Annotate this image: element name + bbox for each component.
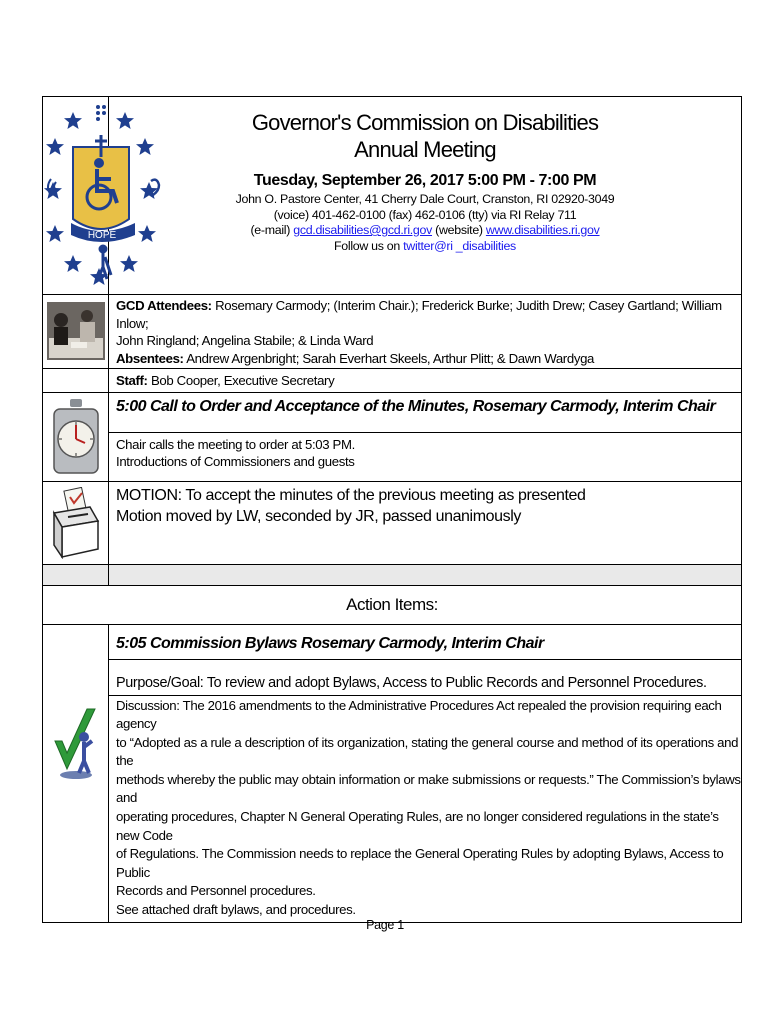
- ballot-box-icon: [50, 487, 102, 559]
- absentees-label: Absentees:: [116, 350, 184, 366]
- action-items-cell: [43, 585, 742, 624]
- staff-line: [109, 369, 741, 392]
- call-to-order-heading-row: [43, 392, 742, 432]
- call-to-order-heading-cell: [109, 392, 742, 432]
- email-link[interactable]: gcd.disabilities@gcd.ri.gov: [293, 223, 433, 237]
- stopwatch-icon: [49, 397, 103, 477]
- action-items-title: Action Items:: [346, 594, 438, 614]
- meeting-date: Tuesday, September 26, 2017 5:00 PM - 7:00 PM: [253, 172, 597, 189]
- agenda-table: [42, 96, 742, 923]
- motion-line-2: Motion moved by LW, seconded by JR, passed unanimously: [116, 507, 521, 525]
- contact-line: [109, 223, 741, 239]
- attendees-icon-cell: [43, 295, 109, 369]
- website-prefix: (website): [435, 223, 483, 237]
- braille-dots-icon: [96, 105, 106, 121]
- attendees-label: GCD Attendees:: [116, 298, 212, 313]
- call-to-order-line-1: Chair calls the meeting to order at 5:03 PM.: [116, 436, 355, 452]
- meeting-header: [109, 97, 742, 295]
- motion-line-1: MOTION: To accept the minutes of the previous meeting as presented: [116, 486, 586, 504]
- hope-text: HOPE: [87, 230, 117, 241]
- staff-icon-cell: [43, 369, 109, 393]
- purpose-cell: [109, 659, 742, 695]
- checkmark-person-icon: [51, 701, 101, 781]
- discussion-block: [109, 696, 741, 922]
- motion-cell: [109, 481, 742, 564]
- staff-name: Bob Cooper, Executive Secretary: [150, 373, 335, 388]
- follow-line: [109, 239, 741, 255]
- discussion-line: Discussion: The 2016 amendments to the Administrative Procedures Act repealed the provision requiring each agency: [116, 697, 722, 732]
- attendees-row: [43, 295, 742, 369]
- attendees-block: [109, 295, 741, 368]
- header-row: [43, 97, 742, 295]
- discussion-line: of Regulations. The Commission needs to replace the General Operating Rules by adopting Bylaws, Access to Public: [116, 846, 724, 880]
- address: John O. Pastore Center, 41 Cherry Dale Court, Cranston, RI 02920-3049: [235, 192, 615, 206]
- motion-block: [109, 482, 741, 531]
- call-to-order-body-cell: [109, 432, 742, 481]
- meeting-title: Governor's Commission on Disabilities: [251, 110, 599, 135]
- logo-cell: [43, 97, 117, 295]
- staff-cell: [109, 369, 742, 393]
- bylaws-heading-row: [43, 624, 742, 659]
- phone-numbers: (voice) 401-462-0100 (fax) 462-0106 (tty) via RI Relay 711: [273, 207, 577, 222]
- discussion-line: operating procedures, Chapter N General Operating Rules, are no longer considered regulations in the state’s new Code: [116, 809, 719, 843]
- call-to-order-heading: 5:00 Call to Order and Acceptance of the Minutes, Rosemary Carmody, Interim Chair: [116, 397, 716, 415]
- email-prefix: (e-mail): [250, 223, 291, 237]
- bylaws-heading: 5:05 Commission Bylaws Rosemary Carmody, Interim Chair: [116, 634, 544, 652]
- follow-prefix: Follow us on: [334, 238, 400, 253]
- absentees-names: Andrew Argenbright; Sarah Everhart Skeels, Arthur Plitt; & Dawn Wardyga: [186, 350, 595, 366]
- attendees-names-1: Rosemary Carmody; (Interim Chair.); Frederick Burke; Judith Drew; Casey Gartland; William Inlow;: [116, 298, 722, 331]
- attendees-names-2: John Ringland; Angelina Stabile; & Linda Ward: [116, 333, 374, 348]
- staff-label: Staff:: [116, 373, 148, 388]
- call-to-order-line-2: Introductions of Commissioners and guests: [116, 454, 355, 469]
- discussion-cell: [109, 695, 742, 922]
- clock-icon-cell: [43, 392, 109, 481]
- attendees-line-1: [116, 297, 741, 332]
- staff-row: [43, 369, 742, 393]
- call-to-order-body: [109, 433, 741, 472]
- website-link[interactable]: www.disabilities.ri.gov: [485, 223, 600, 237]
- purpose-text: Purpose/Goal: To review and adopt Bylaws, Access to Public Records and Personnel Procedures.: [116, 674, 707, 691]
- spacer-icon-cell: [43, 564, 109, 585]
- absentees-line: [116, 350, 741, 368]
- discussion-line: methods whereby the public may obtain information or make submissions or requests.” The Commission’s bylaws and: [116, 771, 741, 806]
- wheelchair-icon: [94, 158, 104, 168]
- action-items-row: [43, 585, 742, 624]
- discussion-line: Records and Personnel procedures.: [116, 883, 316, 899]
- discussion-row: [43, 695, 742, 922]
- discussion-line: See attached draft bylaws, and procedures.: [116, 902, 356, 918]
- meeting-photo-icon: [47, 302, 105, 360]
- page-number: Page 1: [366, 918, 404, 932]
- call-to-order-body-row: [43, 432, 742, 481]
- spacer-cell: [109, 564, 742, 585]
- ballot-icon-cell: [43, 481, 109, 564]
- meeting-subtitle: Annual Meeting: [354, 137, 496, 162]
- checkmark-icon-cell: [43, 624, 109, 922]
- motion-row: [43, 481, 742, 564]
- spacer-row: [43, 564, 742, 585]
- bylaws-heading-cell: [109, 624, 742, 659]
- discussion-line: to “Adopted as a rule a description of its organization, stating the general course and method of its operations and the: [116, 734, 739, 769]
- purpose-row: [43, 659, 742, 695]
- twitter-link[interactable]: twitter@ri _disabilities: [403, 238, 516, 253]
- attendees-cell: [109, 295, 742, 369]
